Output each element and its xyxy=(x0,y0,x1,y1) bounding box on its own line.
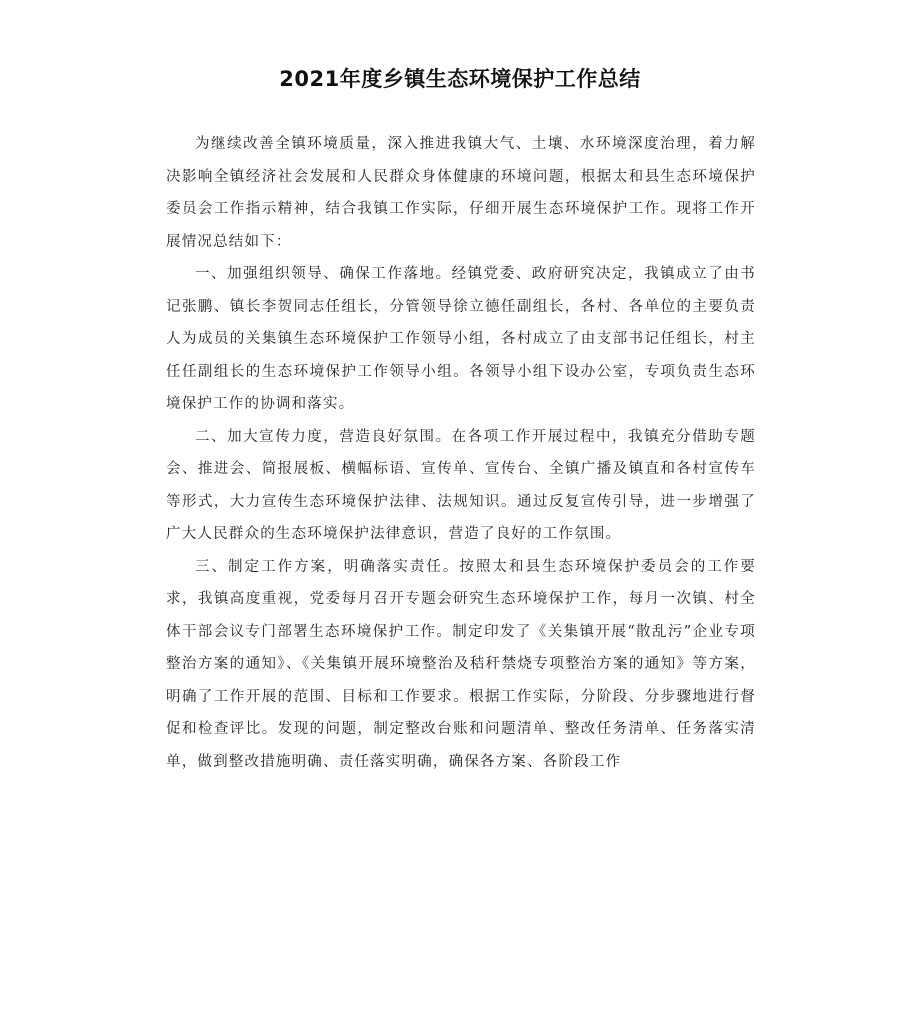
paragraph-section-1: 一、加强组织领导、确保工作落地。经镇党委、政府研究决定，我镇成立了由书记张鹏、镇长李贺同志任组长，分管领导徐立德任副组长，各村、各单位的主要负责人为成员的关集镇生态环境保护工作领导小组，各村成立了由支部书记任组长，村主任任副组长的生态环境保护工作领导小组。各领导小组下设办公室，专项负责生态环境保护工作的协调和落实。 xyxy=(166,266,756,412)
paragraph-section-3: 三、制定工作方案，明确落实责任。按照太和县生态环境保护委员会的工作要求，我镇高度重视，党委每月召开专题会研究生态环境保护工作，每月一次镇、村全体干部会议专门部署生态环境保护工作。制定印发了《关集镇开展“散乱污”企业专项整治方案的通知》、《关集镇开展环境整治及秸秆禁烧专项整治方案的通知》等方案，明确了工作开展的范围、目标和工作要求。根据工作实际，分阶段、分步骤地进行督促和检查评比。发现的问题，制定整改台账和问题清单、整改任务清单、任务落实清单，做到整改措施明确、责任落实明确，确保各方案、各阶段工作 xyxy=(166,558,756,770)
paragraph-intro: 为继续改善全镇环境质量，深入推进我镇大气、土壤、水环境深度治理，着力解决影响全镇经济社会发展和人民群众身体健康的环境问题，根据太和县生态环境保护委员会工作指示精神，结合我镇工作实际，仔细开展生态环境保护工作。现将工作开展情况总结如下： xyxy=(166,136,756,250)
document-body xyxy=(166,128,756,778)
paragraph-section-2: 二、加大宣传力度，营造良好氛围。在各项工作开展过程中，我镇充分借助专题会、推进会、简报展板、横幅标语、宣传单、宣传台、全镇广播及镇直和各村宣传车等形式，大力宣传生态环境保护法律、法规知识。通过反复宣传引导，进一步增强了广大人民群众的生态环境保护法律意识，营造了良好的工作氛围。 xyxy=(166,428,756,542)
document-title: 2021年度乡镇生态环境保护工作总结 xyxy=(279,67,641,91)
